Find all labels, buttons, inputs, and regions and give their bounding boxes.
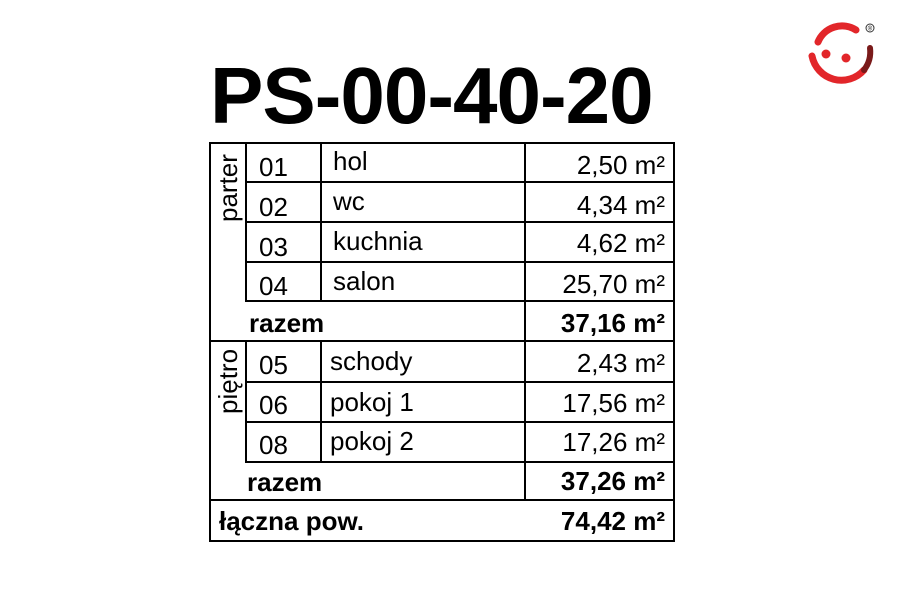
room-number: 08	[259, 430, 288, 460]
divider	[245, 421, 673, 423]
room-area: 17,56 m²	[562, 388, 665, 418]
subtotal-area: 37,16 m²	[560, 308, 665, 338]
room-number: 01	[259, 152, 288, 182]
divider	[245, 461, 673, 463]
divider	[209, 340, 673, 342]
room-name: schody	[330, 346, 413, 376]
divider	[245, 221, 673, 223]
divider	[245, 261, 673, 263]
divider	[245, 300, 673, 302]
divider	[524, 142, 526, 342]
room-name: pokoj 2	[330, 426, 414, 456]
room-number: 06	[259, 390, 288, 420]
room-name: hol	[333, 146, 368, 176]
room-name: kuchnia	[333, 226, 423, 256]
page-title: PS-00-40-20	[210, 51, 653, 140]
group-label-parter: parter	[213, 154, 243, 222]
smiley-face-logo-icon	[804, 22, 876, 90]
registered-mark: ®	[867, 26, 873, 33]
room-number: 05	[259, 350, 288, 380]
divider	[524, 340, 526, 500]
divider	[320, 340, 322, 462]
total-label: łączna pow.	[219, 506, 364, 536]
divider	[245, 181, 673, 183]
room-number: 03	[259, 232, 288, 262]
subtotal-label: razem	[247, 467, 323, 497]
room-name: salon	[333, 266, 396, 296]
room-number: 02	[259, 192, 288, 222]
room-area: 25,70 m²	[562, 269, 665, 299]
area-table	[209, 142, 673, 540]
room-number: 04	[259, 271, 288, 301]
divider	[209, 499, 673, 501]
divider	[245, 381, 673, 383]
room-area: 4,34 m²	[576, 190, 665, 220]
total-area: 74,42 m²	[560, 506, 665, 536]
subtotal-area: 37,26 m²	[560, 466, 665, 496]
room-area: 2,43 m²	[576, 348, 665, 378]
subtotal-label: razem	[249, 308, 325, 338]
room-name: wc	[333, 186, 365, 216]
room-area: 4,62 m²	[576, 228, 665, 258]
room-area: 2,50 m²	[576, 150, 665, 180]
room-name: pokoj 1	[330, 387, 414, 417]
group-label-pietro: piętro	[213, 348, 243, 414]
room-area: 17,26 m²	[562, 427, 665, 457]
divider	[245, 340, 247, 462]
